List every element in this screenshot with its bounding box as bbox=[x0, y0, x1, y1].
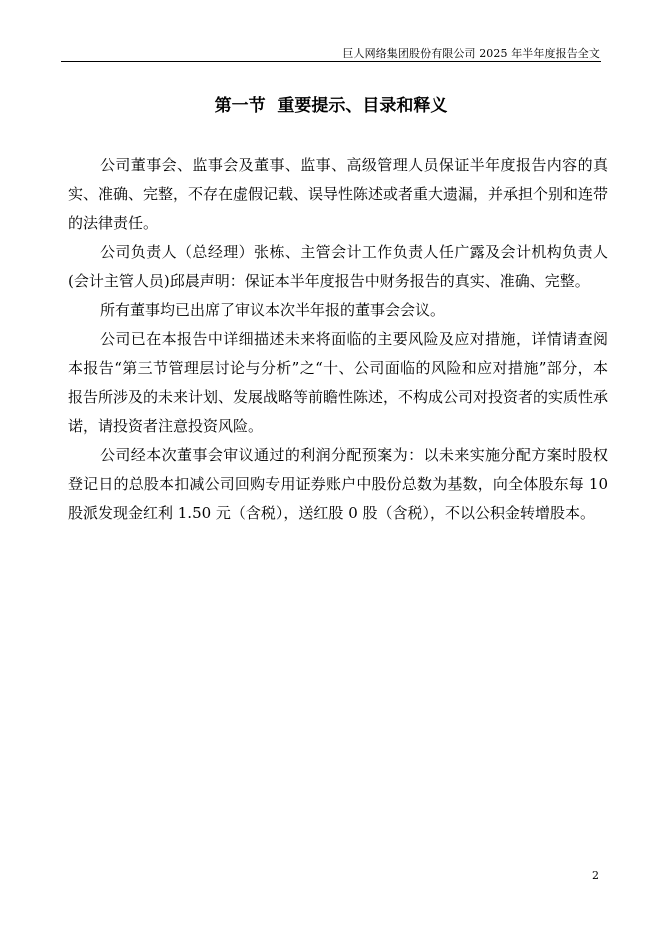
header-divider bbox=[61, 61, 601, 62]
paragraph-profit-distribution: 公司经本次董事会审议通过的利润分配预案为：以未来实施分配方案时股权登记日的总股本扣减公司回购专用证券账户中股份总数为基数，向全体股东每 10 股派发现金红利 1.50 元（含税），送红股 0 股（含税），不以公积金转增股本。 bbox=[68, 446, 608, 522]
page-number: 2 bbox=[592, 869, 599, 882]
section-title: 第一节 重要提示、目录和释义 bbox=[214, 96, 448, 116]
paragraph-risk-notice: 公司已在本报告中详细描述未来将面临的主要风险及应对措施，详情请查阅本报告“第三节管理层讨论与分析”之“十、公司面临的风险和应对措施”部分，本报告所涉及的未来计划、发展战略等前瞻性陈述，不构成公司对投资者的实质性承诺，请投资者注意投资风险。 bbox=[68, 330, 609, 435]
running-header: 巨人网络集团股份有限公司 2025 年半年度报告全文 bbox=[342, 47, 600, 60]
body-text bbox=[68, 151, 608, 528]
paragraph-directors-attendance: 所有董事均已出席了审议本次半年报的董事会会议。 bbox=[100, 301, 446, 319]
paragraph-board-guarantee: 公司董事会、监事会及董事、监事、高级管理人员保证半年度报告内容的真实、准确、完整，不存在虚假记载、误导性陈述或者重大遗漏，并承担个别和连带的法律责任。 bbox=[68, 156, 609, 232]
paragraph-responsible-persons: 公司负责人（总经理）张栋、主管会计工作负责人任广露及会计机构负责人(会计主管人员)邱晨声明：保证本半年度报告中财务报告的真实、准确、完整。 bbox=[68, 243, 608, 290]
